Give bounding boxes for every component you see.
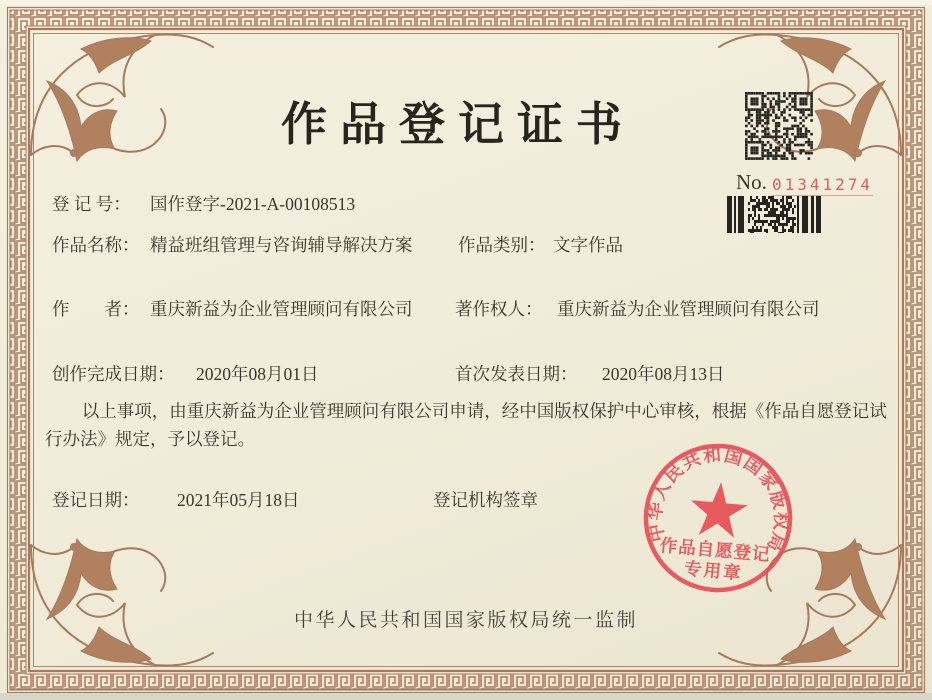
reg-date-label: 登记日期： <box>52 490 140 510</box>
star-icon <box>688 480 750 539</box>
author-label: 作 者： <box>52 299 140 319</box>
reg-no-label: 登 记 号： <box>52 194 131 214</box>
certificate-title: 作品登记证书 <box>281 99 635 150</box>
registration-statement: 以上事项，由重庆新益为企业管理顾问有限公司申请，经中国版权保护中心审核，根据《作品自愿登记试行办法》规定，予以登记。 <box>45 401 887 450</box>
barcode-icon <box>727 196 821 233</box>
publish-date-label: 首次发表日期： <box>455 364 578 384</box>
serial-prefix: No. <box>736 170 767 194</box>
reg-date-value: 2021年05月18日 <box>177 490 300 510</box>
official-seal-icon <box>638 438 798 598</box>
seal-caption: 登记机构签章 <box>433 490 538 510</box>
serial-number: 01341274 <box>772 175 874 194</box>
work-type-value: 文字作品 <box>553 235 623 255</box>
creation-date-label: 创作完成日期： <box>52 364 175 384</box>
photo-edge-bottom <box>0 693 932 700</box>
seal-ring-text: 中华人民共和国国家版权局 <box>644 444 792 556</box>
seal-line2: 专用章 <box>683 558 744 584</box>
author-value: 重庆新益为企业管理顾问有限公司 <box>150 299 413 319</box>
qr-code-icon <box>745 92 813 160</box>
corner-flourish-bottom-left <box>31 539 213 666</box>
photo-edge-top <box>0 0 932 5</box>
rights-holder-value: 重庆新益为企业管理顾问有限公司 <box>557 299 820 319</box>
publish-date-value: 2020年08月13日 <box>602 364 725 384</box>
work-name-value: 精益班组管理与咨询辅导解决方案 <box>150 235 413 255</box>
seal-line1: 作品自愿登记 <box>659 535 772 565</box>
work-type-label: 作品类别： <box>458 235 546 255</box>
creation-date-value: 2020年08月01日 <box>196 364 319 384</box>
footer-issuer-line: 中华人民共和国国家版权局统一监制 <box>293 610 638 631</box>
work-name-label: 作品名称： <box>52 235 140 255</box>
reg-no-value: 国作登字-2021-A-00108513 <box>150 194 356 214</box>
rights-holder-label: 著作权人： <box>455 299 543 319</box>
